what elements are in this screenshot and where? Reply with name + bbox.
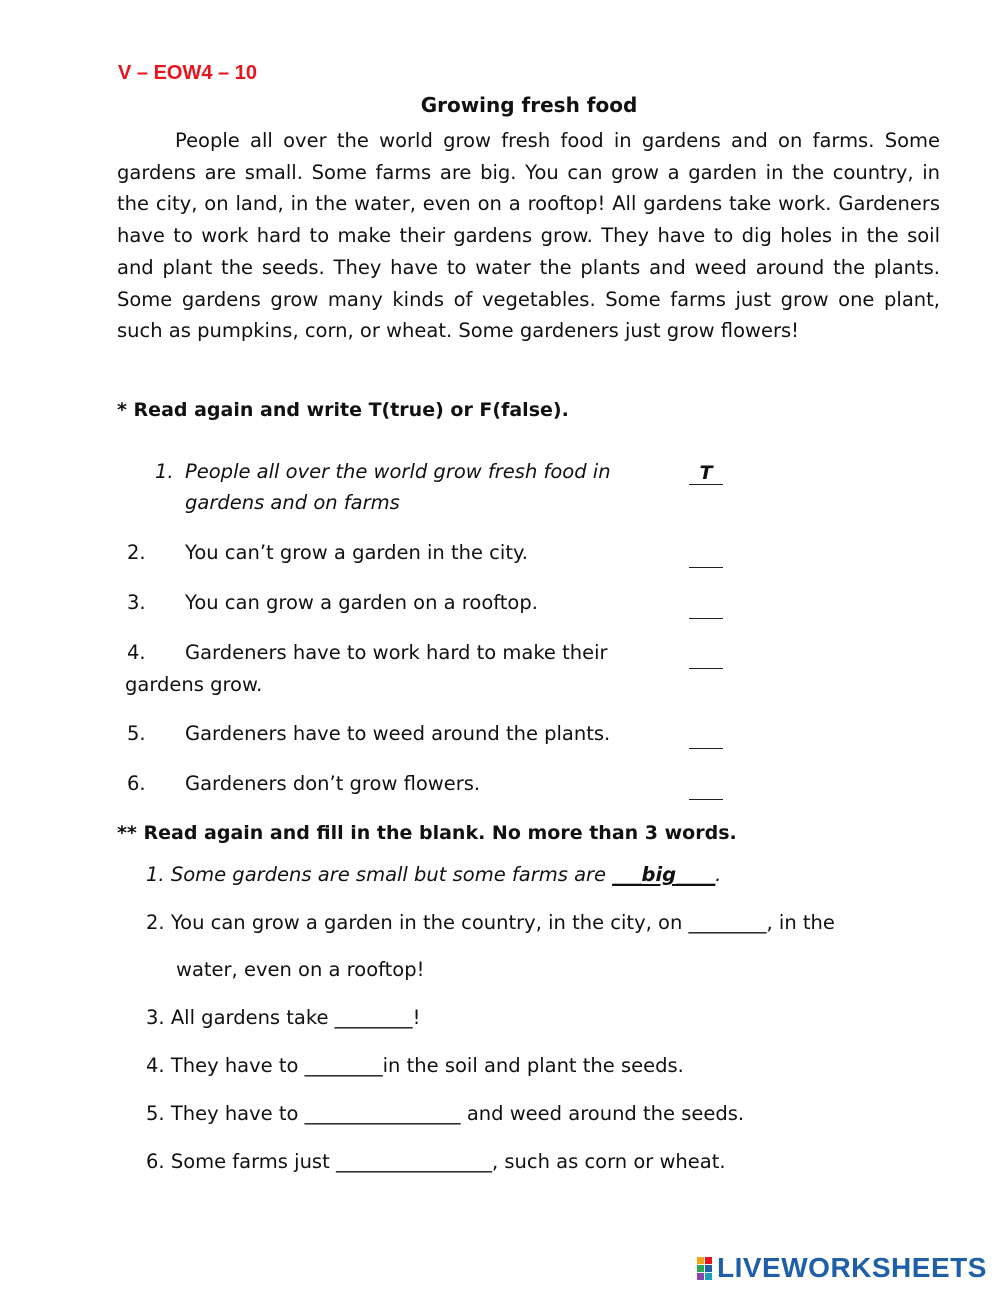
fill-item-text: Some farms just [170,1150,336,1173]
fill-blank-field[interactable]: ________ [334,1006,413,1029]
tf-item-number: 6. [127,772,146,795]
fill-blank-field[interactable]: ________________ [304,1102,461,1125]
reading-passage: People all over the world grow fresh food in gardens and on farms. Some gardens are small. Some farms are big. You can grow a garden in the country, in the city, on land, in the water, even on a rooftop! All gardens take work. Gardeners have to work hard to make their gardens grow. They have to dig holes in the soil and plant the seeds. They have to water the plants and weed around the plants. Some gardens grow many kinds of vegetables. Some farms just grow one plant, such as pumpkins, corn, or wheat. Some gardeners just grow flowers! [117,129,940,343]
fill-item-text-cont: water, even on a rooftop! [176,958,425,981]
tf-answer-field[interactable] [689,545,723,568]
fill-item-text-after: , such as corn or wheat. [491,1150,726,1173]
fill-item-number: 5. [146,1102,165,1125]
tf-item-text: Gardeners have to work hard to make their [185,641,608,664]
worksheet-code: V – EOW4 – 10 [118,62,257,84]
tf-item-text-cont: gardens and on farms [185,491,400,514]
tf-item-text: People all over the world grow fresh food in [185,460,611,483]
fill-item-text-after: , in the [766,911,835,934]
tf-item-number: 5. [127,722,146,745]
fill-item [146,1006,421,1029]
logo-text: LIVEWORKSHEETS [717,1252,987,1283]
liveworksheets-logo[interactable] [697,1252,987,1284]
fill-blank-field[interactable]: ________________ [335,1150,492,1173]
logo-grid-icon [697,1257,712,1280]
fill-item-number: 1. [146,863,165,886]
fill-item-text-after: ! [412,1006,421,1029]
fill-item-text: They have to [170,1054,305,1077]
true-false-heading: * Read again and write T(true) or F(false). [117,399,569,421]
tf-item-text-cont: gardens grow. [125,673,263,696]
fill-item-text: Some gardens are small but some farms are [170,863,613,886]
fill-item-number: 4. [146,1054,165,1077]
fill-item [146,911,835,934]
fill-item-text-after: . [715,863,722,886]
fill-item-text: All gardens take [170,1006,335,1029]
fill-blank-field[interactable]: ___big____ [612,863,716,886]
fill-blank-field[interactable]: ________ [304,1054,383,1077]
fill-item-text-after: in the soil and plant the seeds. [382,1054,684,1077]
tf-answer-field[interactable] [689,777,723,800]
fill-blank-heading: ** Read again and fill in the blank. No more than 3 words. [117,822,737,844]
fill-item-text: You can grow a garden in the country, in the city, on [170,911,689,934]
fill-item [146,1150,726,1173]
fill-item [146,1054,684,1077]
page-title: Growing fresh food [420,93,638,117]
tf-item-text: Gardeners don’t grow flowers. [185,772,481,795]
fill-item-number: 3. [146,1006,165,1029]
tf-answer-field[interactable] [689,726,723,749]
tf-item-number: 3. [127,591,146,614]
tf-item-number: 2. [127,541,146,564]
tf-answer-field[interactable] [689,646,723,669]
tf-item-number: 1. [155,460,174,483]
tf-item-text: Gardeners have to weed around the plants. [185,722,611,745]
tf-answer-field[interactable]: T [689,462,723,485]
fill-item [146,1102,744,1125]
tf-item-number: 4. [127,641,146,664]
fill-item-number: 2. [146,911,165,934]
fill-item-text-after: and weed around the seeds. [460,1102,745,1125]
fill-item [146,863,721,886]
fill-blank-field[interactable]: ________ [688,911,767,934]
fill-item-text: They have to [170,1102,305,1125]
fill-item-number: 6. [146,1150,165,1173]
tf-item-text: You can’t grow a garden in the city. [185,541,528,564]
tf-item-text: You can grow a garden on a rooftop. [185,591,538,614]
tf-answer-field[interactable] [689,596,723,619]
